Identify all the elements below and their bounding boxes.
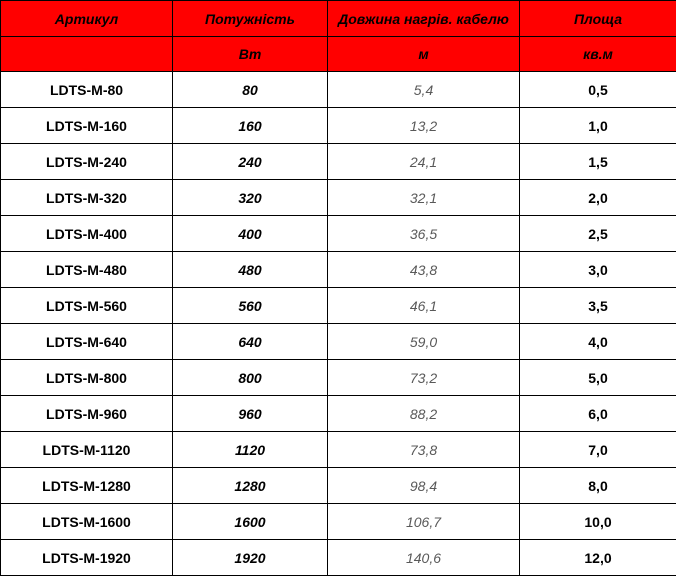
- header-power: Потужність: [173, 1, 328, 37]
- table-row: [1, 216, 676, 252]
- table-row: [1, 324, 676, 360]
- table-row: [1, 432, 676, 468]
- cell-article: LDTS-M-1120: [1, 432, 173, 468]
- cell-length: 73,2: [328, 360, 520, 396]
- cell-article: LDTS-M-160: [1, 108, 173, 144]
- cell-power: 960: [173, 396, 328, 432]
- unit-power: Вт: [173, 37, 328, 72]
- cell-area: 7,0: [520, 432, 676, 468]
- table-row: [1, 504, 676, 540]
- cell-length: 13,2: [328, 108, 520, 144]
- cell-article: LDTS-M-640: [1, 324, 173, 360]
- cell-area: 8,0: [520, 468, 676, 504]
- cell-area: 2,5: [520, 216, 676, 252]
- table-row: [1, 396, 676, 432]
- cell-article: LDTS-M-80: [1, 72, 173, 108]
- header-area: Площа: [520, 1, 676, 37]
- table-body: [1, 72, 676, 576]
- table-row: [1, 180, 676, 216]
- cell-length: 140,6: [328, 540, 520, 576]
- cell-length: 36,5: [328, 216, 520, 252]
- table-row: [1, 468, 676, 504]
- cell-length: 88,2: [328, 396, 520, 432]
- cell-length: 106,7: [328, 504, 520, 540]
- table-row: [1, 360, 676, 396]
- cell-area: 3,5: [520, 288, 676, 324]
- table-row: [1, 540, 676, 576]
- cell-power: 1280: [173, 468, 328, 504]
- cell-article: LDTS-M-800: [1, 360, 173, 396]
- cell-power: 1120: [173, 432, 328, 468]
- cell-length: 32,1: [328, 180, 520, 216]
- cell-length: 59,0: [328, 324, 520, 360]
- cell-article: LDTS-M-240: [1, 144, 173, 180]
- cell-area: 1,0: [520, 108, 676, 144]
- cell-area: 4,0: [520, 324, 676, 360]
- cell-area: 10,0: [520, 504, 676, 540]
- cell-power: 320: [173, 180, 328, 216]
- cell-power: 800: [173, 360, 328, 396]
- cell-power: 1920: [173, 540, 328, 576]
- cell-length: 46,1: [328, 288, 520, 324]
- cell-article: LDTS-M-1920: [1, 540, 173, 576]
- table-header: [1, 1, 676, 72]
- cell-length: 43,8: [328, 252, 520, 288]
- cell-length: 73,8: [328, 432, 520, 468]
- header-article: Артикул: [1, 1, 173, 37]
- table-row: [1, 72, 676, 108]
- cell-article: LDTS-M-320: [1, 180, 173, 216]
- table-row: [1, 144, 676, 180]
- cell-area: 12,0: [520, 540, 676, 576]
- cell-article: LDTS-M-560: [1, 288, 173, 324]
- cell-area: 2,0: [520, 180, 676, 216]
- cell-article: LDTS-M-1280: [1, 468, 173, 504]
- cell-length: 5,4: [328, 72, 520, 108]
- units-row: [1, 37, 676, 72]
- cell-area: 1,5: [520, 144, 676, 180]
- unit-length: м: [328, 37, 520, 72]
- table-row: [1, 108, 676, 144]
- table-row: [1, 252, 676, 288]
- cell-article: LDTS-M-400: [1, 216, 173, 252]
- cell-article: LDTS-M-480: [1, 252, 173, 288]
- cell-article: LDTS-M-960: [1, 396, 173, 432]
- cell-power: 400: [173, 216, 328, 252]
- cell-length: 24,1: [328, 144, 520, 180]
- cell-area: 5,0: [520, 360, 676, 396]
- cell-power: 160: [173, 108, 328, 144]
- cell-power: 1600: [173, 504, 328, 540]
- table-row: [1, 288, 676, 324]
- header-row: [1, 1, 676, 37]
- cell-area: 3,0: [520, 252, 676, 288]
- header-length: Довжина нагрів. кабелю: [328, 1, 520, 37]
- cell-power: 640: [173, 324, 328, 360]
- unit-area: кв.м: [520, 37, 676, 72]
- cell-article: LDTS-M-1600: [1, 504, 173, 540]
- cell-area: 6,0: [520, 396, 676, 432]
- cell-length: 98,4: [328, 468, 520, 504]
- cell-area: 0,5: [520, 72, 676, 108]
- unit-article: [1, 37, 173, 72]
- cell-power: 480: [173, 252, 328, 288]
- cell-power: 240: [173, 144, 328, 180]
- cell-power: 80: [173, 72, 328, 108]
- cell-power: 560: [173, 288, 328, 324]
